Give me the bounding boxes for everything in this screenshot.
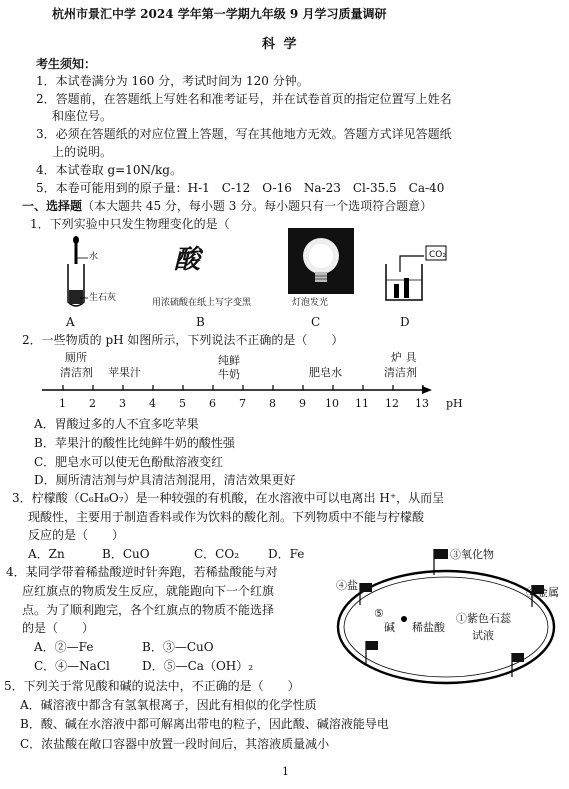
q4-flag-1-line1: ①紫色石蕊: [456, 612, 511, 625]
notice-item: 1．本试卷满分为 160 分，考试时间为 120 分钟。: [36, 74, 309, 88]
q4-flag-3: ③氧化物: [450, 548, 494, 561]
q3-option-d: D．Fe: [268, 547, 305, 561]
ph-tick-3: 3: [119, 397, 126, 410]
ph-tick-5: 5: [179, 397, 186, 410]
q3-option-b: B．CuO: [102, 547, 150, 561]
ph-unit: pH: [446, 397, 463, 410]
q3-option-c: C．CO₂: [194, 547, 240, 561]
ph-label-kitchen-top: 炉 具: [391, 351, 417, 364]
q4-option-b: B．③—CuO: [142, 640, 214, 654]
q1-option-a: A: [66, 315, 75, 329]
q3-line-3: 反应的是（ ）: [28, 528, 125, 542]
ph-tick-7: 7: [239, 397, 246, 410]
notice-item: 上的说明。: [52, 145, 113, 159]
q1-option-b: B: [196, 315, 205, 329]
q1-option-c: C: [311, 315, 321, 329]
q5-option-c: C．浓盐酸在敞口容器中放置一段时间后，其溶液质量减小: [20, 737, 330, 751]
q2-option-a: A．胃酸过多的人不宜多吃苹果: [34, 417, 199, 431]
subject-title: 科 学: [262, 37, 299, 52]
q1-option-d: D: [400, 315, 410, 329]
q2-stem: 2．一些物质的 pH 如图所示，下列说法不正确的是（ ）: [22, 333, 344, 347]
q3-option-a: A．Zn: [28, 547, 65, 561]
q4-flag-1-line2: 试液: [472, 629, 494, 642]
q4-track-diagram: [326, 545, 566, 695]
ph-tick-11: 11: [355, 397, 369, 410]
q1-a-label-water: 水: [89, 252, 99, 262]
ph-label-milk-top: 纯鲜: [218, 354, 240, 367]
q4-flag-5-label: 碱: [384, 621, 395, 634]
q5-option-b: B．酸、碱在水溶液中都可解离出带电的粒子，因此酸、碱溶液能导电: [20, 717, 389, 731]
ph-label-kitchen-bottom: 清洁剂: [384, 366, 417, 379]
ph-label-milk-bottom: 牛奶: [218, 368, 240, 381]
section-heading: [22, 200, 432, 214]
notice-item: 5．本卷可能用到的原子量：H-1 C-12 O-16 Na-23 Cl-35.5 Ca-40: [36, 181, 445, 195]
q1-image-c: [288, 228, 354, 294]
q4-line-1: 4．某同学带着稀盐酸逆时针奔跑，若稀盐酸能与对: [6, 565, 278, 579]
q4-flag-4: ④盐: [336, 579, 358, 592]
notice-item: 和座位号。: [52, 109, 113, 123]
q4-line-3: 点。为了顺利跑完，各个红旗点的物质不能选择: [22, 603, 275, 617]
ph-label-apple: 苹果汁: [108, 366, 141, 379]
ph-tick-4: 4: [149, 397, 156, 410]
q1-stem: 1．下列实验中只发生物理变化的是（: [30, 217, 230, 231]
ph-tick-1: 1: [59, 397, 66, 410]
q5-option-a: A．碱溶液中都含有氢氧根离子，因此有相似的化学性质: [20, 698, 317, 712]
ph-scale-axis: [40, 384, 440, 398]
ph-tick-9: 9: [299, 397, 306, 410]
section-title: 一、选择题: [22, 199, 83, 213]
page-number: 1: [282, 765, 289, 778]
q3-line-2: 现酸性，主要用于制造香料或作为饮料的酸化剂。下列物质中不能与柠檬酸: [28, 510, 425, 524]
ph-label-soap: 肥皂水: [309, 366, 342, 379]
q1-b-caption: 用浓硫酸在纸上写字变黑: [152, 298, 252, 308]
q4-flag-2: ②金属: [526, 586, 559, 599]
q1-b-handwriting: 酸: [174, 245, 202, 275]
notice-item: 4．本试卷取 g=10N/kg。: [36, 163, 182, 177]
notice-item: 2．答题前，在答题纸上写姓名和准考证号，并在试卷首页的指定位置写上姓名: [36, 92, 452, 106]
ph-tick-12: 12: [385, 397, 399, 410]
ph-tick-10: 10: [325, 397, 339, 410]
q5-stem: 5．下列关于常见酸和碱的说法中，不正确的是（ ）: [4, 679, 300, 693]
q2-option-c: C．肥皂水可以使无色酚酞溶液变红: [34, 455, 224, 469]
q3-line-1: 3．柠檬酸（C₆H₈O₇）是一种较强的有机酸，在水溶液中可以电离出 H⁺，从而呈: [12, 491, 445, 505]
q4-option-a: A．②—Fe: [34, 640, 94, 654]
ph-tick-13: 13: [415, 397, 429, 410]
q1-a-label-lime: 生石灰: [89, 293, 117, 303]
ph-label-cleaner-bottom: 清洁剂: [60, 366, 93, 379]
q4-flag-5-num: ⑤: [374, 607, 384, 620]
paper-title: 杭州市景汇中学 2024 学年第一学期九年级 9 月学习质量调研: [52, 7, 387, 21]
notice-heading: 考生须知：: [36, 57, 97, 71]
ph-tick-2: 2: [89, 397, 96, 410]
section-desc: （本大题共 45 分，每小题 3 分。每小题只有一个选项符合题意）: [82, 199, 433, 213]
q2-option-d: D．厕所清洁剂与炉具清洁剂混用，清洁效果更好: [34, 473, 296, 487]
notice-item: 3．必须在答题纸的对应位置上答题，写在其他地方无效。答题方式详见答题纸: [36, 127, 452, 141]
q4-line-2: 应红旗点的物质发生反应，就能跑向下一个红旗: [22, 584, 275, 598]
q4-option-d: D．⑤—Ca（OH）₂: [142, 659, 254, 673]
ph-tick-8: 8: [269, 397, 276, 410]
q1-d-co2-label: CO₂: [429, 250, 446, 260]
q4-option-c: C．④—NaCl: [34, 659, 110, 673]
ph-tick-6: 6: [209, 397, 216, 410]
q4-center-label: 稀盐酸: [412, 621, 445, 634]
ph-label-cleaner-top: 厕所: [65, 351, 87, 364]
q4-line-4: 的是（ ）: [22, 621, 95, 635]
q1-c-caption: 灯泡发光: [292, 298, 329, 308]
q2-option-b: B．苹果汁的酸性比纯鲜牛奶的酸性强: [34, 436, 235, 450]
